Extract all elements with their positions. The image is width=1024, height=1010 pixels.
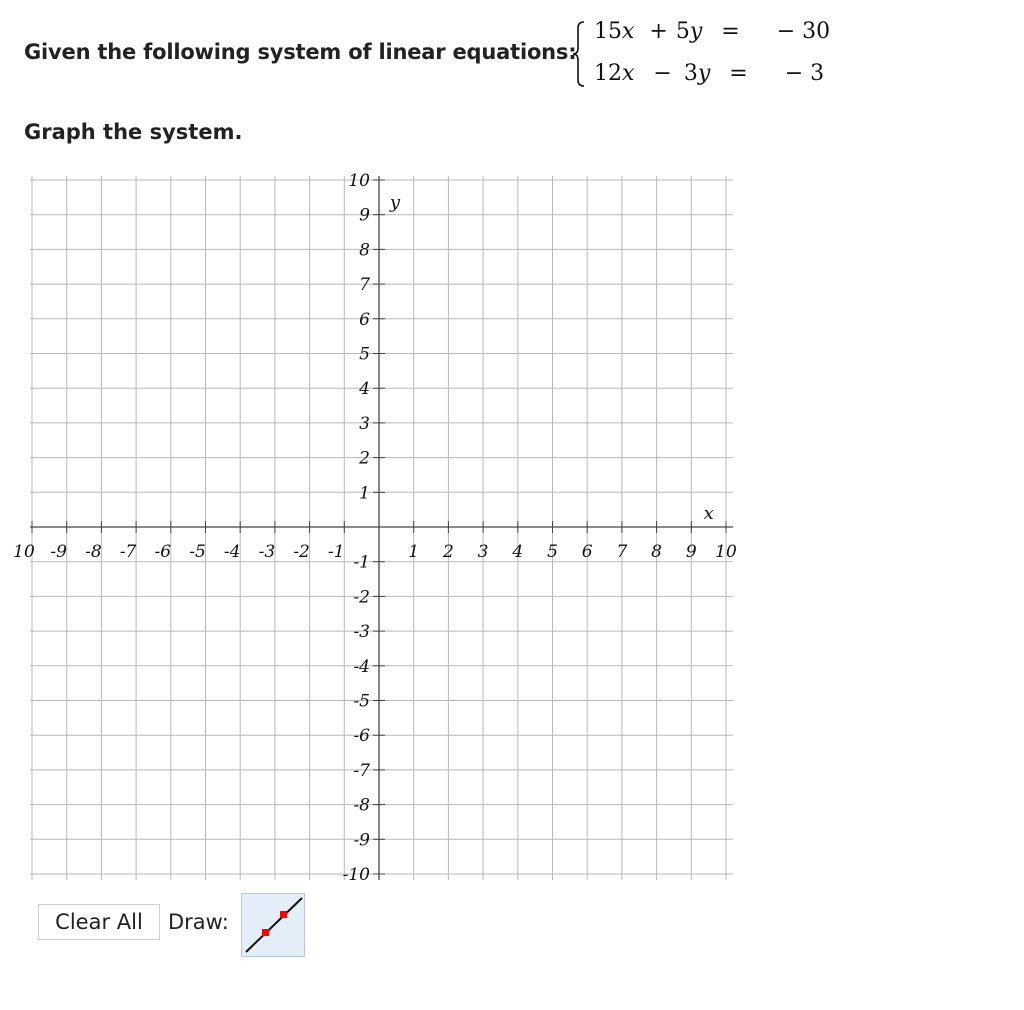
x-tick-label: -6 bbox=[154, 542, 172, 562]
x-tick-label: -9 bbox=[50, 542, 67, 562]
x-tick-label: 5 bbox=[547, 542, 558, 562]
clear-all-button[interactable]: Clear All bbox=[38, 904, 160, 940]
x-tick-label: 1 bbox=[408, 542, 420, 562]
y-tick-label: -10 bbox=[342, 865, 370, 885]
line-point-1 bbox=[262, 929, 269, 936]
y-tick-label: -4 bbox=[353, 656, 370, 677]
x-tick-label: -3 bbox=[258, 542, 276, 562]
y-tick-label: 3 bbox=[359, 413, 370, 434]
y-tick-label: 9 bbox=[359, 205, 370, 226]
x-tick-label: -2 bbox=[293, 542, 310, 562]
eq2-equals: = bbox=[729, 61, 748, 86]
x-tick-label: 9 bbox=[685, 542, 697, 562]
x-tick-label: -5 bbox=[189, 542, 206, 562]
eq1-coef-y: 5 bbox=[675, 19, 690, 44]
y-axis-label: y bbox=[389, 191, 401, 213]
y-tick-label: 10 bbox=[348, 171, 370, 191]
x-tick-label: 6 bbox=[581, 542, 593, 562]
instruction-text: Graph the system. bbox=[24, 120, 243, 144]
graph-toolbar bbox=[38, 904, 229, 940]
eq2-coef-y: 3 bbox=[683, 61, 698, 86]
x-tick-label: 4 bbox=[512, 542, 524, 562]
x-axis-label: x bbox=[703, 503, 714, 524]
eq2-operator: − bbox=[653, 61, 672, 86]
eq1-rhs: − 30 bbox=[776, 19, 831, 44]
x-tick-label: -7 bbox=[119, 542, 137, 562]
y-tick-label: -8 bbox=[353, 795, 370, 816]
x-tick-label: 7 bbox=[616, 542, 628, 562]
eq1-equals: = bbox=[721, 19, 740, 44]
y-tick-label: -3 bbox=[353, 622, 370, 643]
y-tick-label: -2 bbox=[353, 587, 370, 608]
line-tool-button[interactable] bbox=[241, 893, 305, 957]
eq1-var-x: x bbox=[622, 19, 635, 44]
y-tick-label: 7 bbox=[359, 275, 370, 296]
y-tick-label: -9 bbox=[353, 830, 370, 851]
eq1-coef-x: 15 bbox=[594, 19, 622, 44]
y-tick-label: -6 bbox=[353, 726, 370, 747]
eq1-operator: + bbox=[649, 19, 668, 44]
x-tick-label: 10 bbox=[715, 542, 737, 562]
x-tick-label: 2 bbox=[442, 542, 454, 562]
y-tick-label: 2 bbox=[359, 448, 370, 469]
x-tick-label: -4 bbox=[223, 542, 241, 562]
y-tick-label: 5 bbox=[359, 344, 370, 365]
x-tick-label: 3 bbox=[477, 542, 489, 562]
y-tick-label: 8 bbox=[359, 240, 370, 261]
y-tick-label: 6 bbox=[359, 309, 370, 330]
x-tick-label: -1 bbox=[328, 542, 345, 562]
y-tick-label: 4 bbox=[359, 379, 370, 400]
eq2-var-y: y bbox=[697, 61, 711, 86]
eq2-rhs: − 3 bbox=[784, 61, 825, 86]
y-tick-label: 1 bbox=[359, 483, 370, 504]
x-tick-label: 8 bbox=[651, 542, 663, 562]
line-point-2 bbox=[280, 911, 287, 918]
x-tick-label: 10 bbox=[13, 542, 35, 562]
draw-label: Draw: bbox=[168, 910, 229, 934]
eq2-coef-x: 12 bbox=[594, 61, 622, 86]
y-tick-label: -5 bbox=[353, 691, 370, 712]
x-tick-label: -8 bbox=[85, 542, 102, 562]
question-prompt: Given the following system of linear equations: bbox=[24, 40, 577, 64]
eq2-var-x: x bbox=[622, 61, 635, 86]
y-tick-label: -7 bbox=[353, 760, 370, 781]
y-tick-label: -1 bbox=[353, 552, 370, 573]
eq1-var-y: y bbox=[689, 19, 703, 44]
line-segment-icon bbox=[242, 894, 304, 956]
